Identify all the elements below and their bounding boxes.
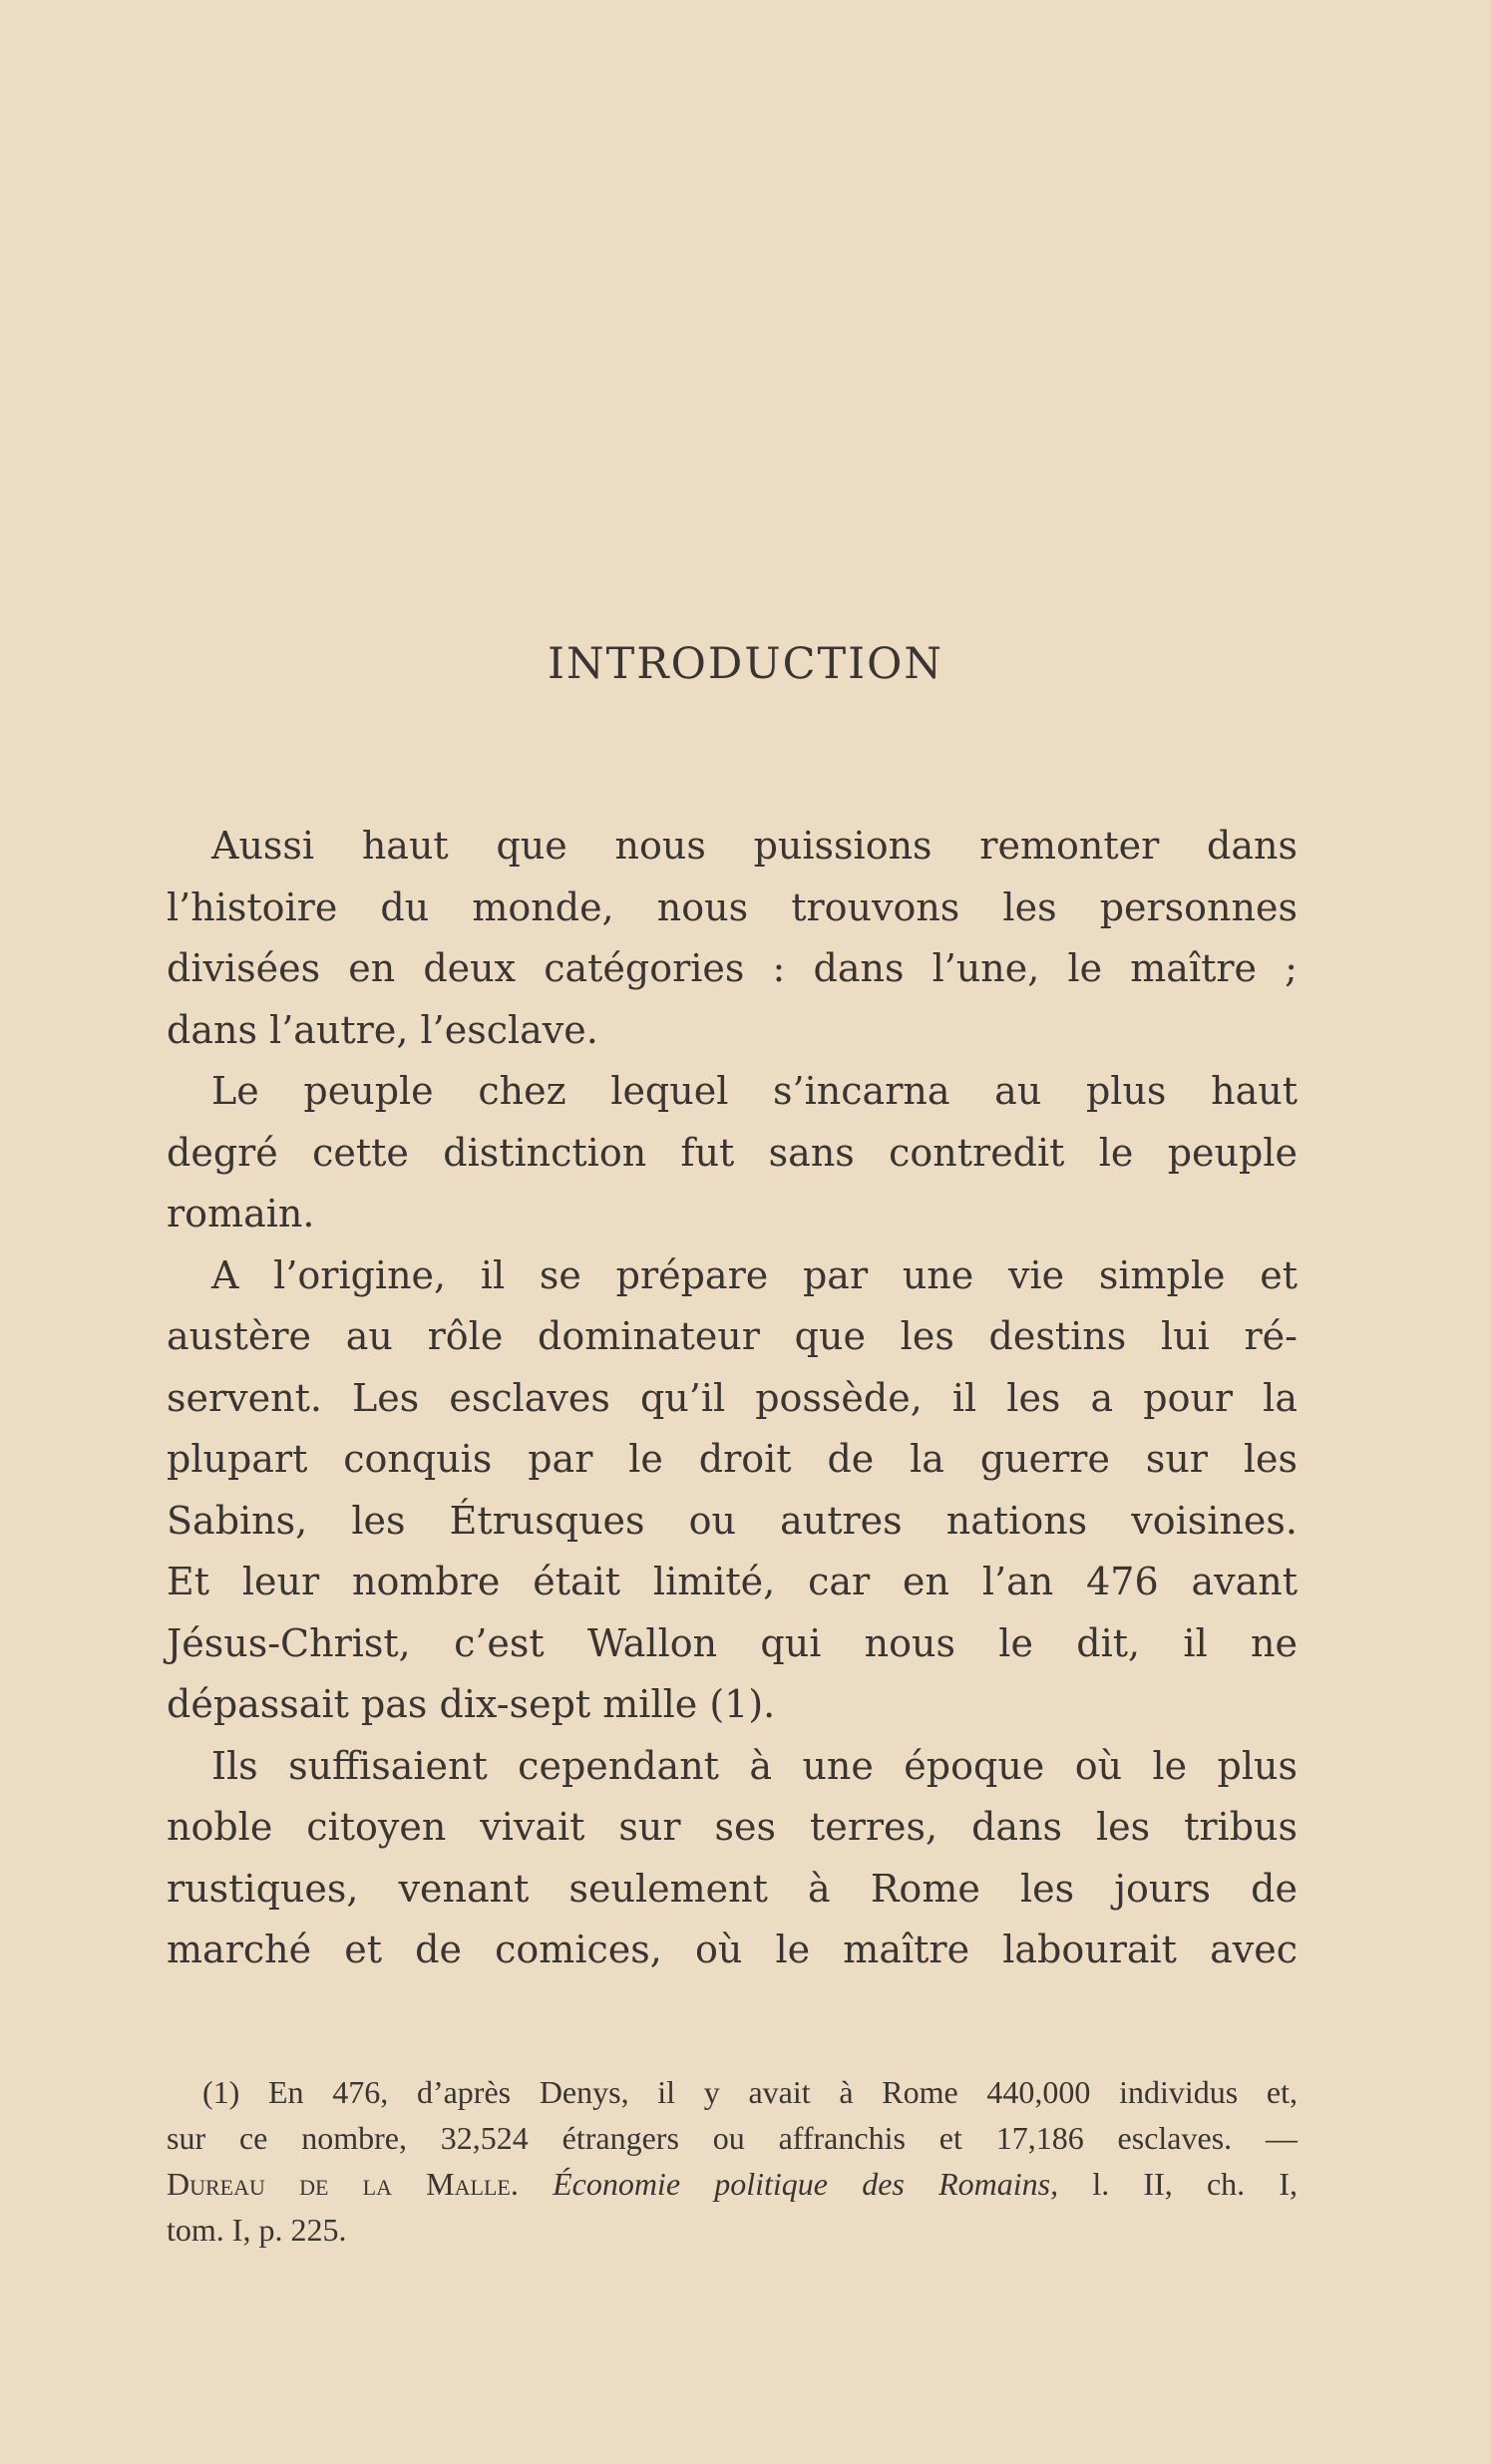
text-line: Jésus-Christ, c’est Wallon qui nous le dit, il ne [167, 1620, 1298, 1665]
text-line: austère au rôle dominateur que les destins lui ré- [167, 1314, 1298, 1358]
text-line: Aussi haut que nous puissions remonter dans [211, 824, 1298, 868]
page-title: INTRODUCTION [547, 639, 944, 689]
footnote [167, 2069, 1298, 2253]
text-line: Ils suffisaient cependant à une époque où le plus [211, 1743, 1298, 1788]
text-line: servent. Les esclaves qu’il possède, il les a pour la [167, 1375, 1298, 1420]
footnote-line [167, 2161, 1298, 2207]
text-line: l’histoire du monde, nous trouvons les personnes [167, 884, 1298, 929]
text-line: Le peuple chez lequel s’incarna au plus haut [211, 1069, 1298, 1113]
footnote-reference: l. II, ch. I, [1092, 2166, 1299, 2202]
text-line: dépassait pas dix-sept mille (1). [167, 1682, 776, 1726]
text-line: divisées en deux catégories : dans l’une, le maître ; [167, 946, 1298, 990]
text-line: dans l’autre, l’esclave. [167, 1007, 598, 1052]
footnote-line: (1) En 476, d’après Denys, il y avait à Rome 440,000 individus et, [202, 2074, 1298, 2110]
text-line: Et leur nombre était limité, car en l’an 476 avant [167, 1560, 1298, 1603]
text-line: Sabins, les Étrusques ou autres nations voisines. [167, 1498, 1298, 1543]
footnote-work-title: Économie politique des Romains, [553, 2166, 1059, 2202]
text-line: marché et de comices, où le maître labourait avec [167, 1928, 1298, 1971]
text-line: romain. [167, 1192, 315, 1235]
text-line: noble citoyen vivait sur ses terres, dans les tribus [167, 1805, 1298, 1849]
text-line: A l’origine, il se prépare par une vie simple et [211, 1252, 1298, 1297]
body-text [167, 816, 1298, 1981]
footnote-line: sur ce nombre, 32,524 étrangers ou affranchis et 17,186 esclaves. — [167, 2120, 1298, 2156]
footnote-author: Dureau de la Malle. [167, 2166, 519, 2202]
text-line: rustiques, venant seulement à Rome les jours de [167, 1866, 1298, 1911]
text-line: degré cette distinction fut sans contredit le peuple [167, 1130, 1298, 1175]
footnote-line: tom. I, p. 225. [167, 2212, 347, 2248]
text-line: plupart conquis par le droit de la guerre sur les [167, 1437, 1298, 1481]
